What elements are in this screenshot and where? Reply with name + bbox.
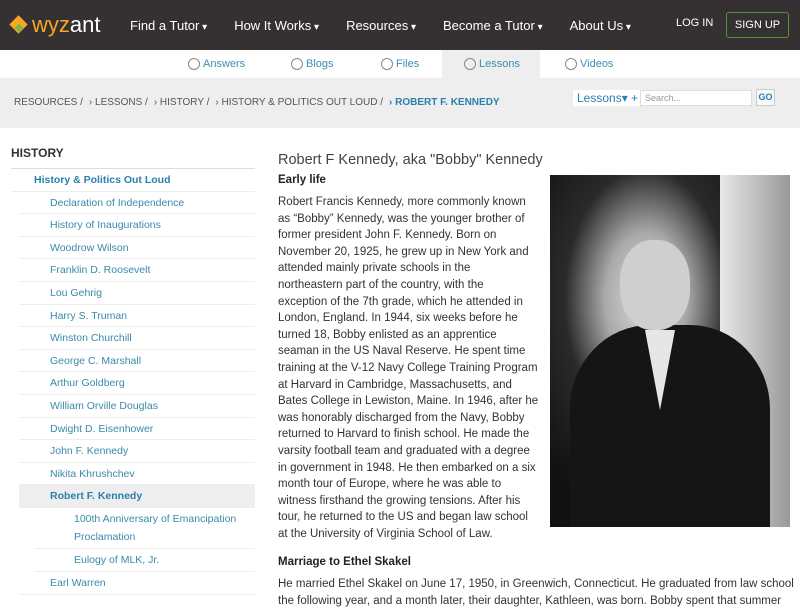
text-line: witness firsthand the growing tensions. After his	[278, 494, 521, 507]
nav-item-about-us[interactable]: About Us ▾	[570, 18, 631, 33]
sidebar-item[interactable]: Franklin D. Roosevelt	[19, 259, 255, 282]
tab-answers[interactable]	[188, 50, 245, 78]
sidebar-item[interactable]: John F. Kennedy	[19, 440, 255, 463]
search-input[interactable]: Search...	[640, 90, 752, 106]
text-line: attended mainly private schools in the	[278, 262, 471, 275]
files-icon	[381, 58, 393, 70]
lessons-icon	[464, 58, 476, 70]
videos-icon	[565, 58, 577, 70]
sidebar-item[interactable]: William Orville Douglas	[19, 395, 255, 418]
answers-icon	[188, 58, 200, 70]
tab-label: Blogs	[306, 58, 334, 70]
sidebar-item[interactable]: Winston Churchill	[19, 327, 255, 350]
tab-files[interactable]	[381, 50, 419, 78]
sidebar-item[interactable]: Arthur Goldberg	[19, 372, 255, 395]
text-line: month tour of Europe, where he was able to	[278, 478, 502, 491]
sidebar-item[interactable]: George C. Marshall	[19, 350, 255, 373]
nav-item-become-a-tutor[interactable]: Become a Tutor ▾	[443, 18, 543, 33]
main-nav	[130, 18, 658, 33]
text-line: was honorably discharged from the Navy, Bobby	[278, 411, 525, 424]
breadcrumb-item[interactable]: › HISTORY & POLITICS OUT LOUD /	[215, 97, 384, 108]
sidebar-subitem[interactable]: Eulogy of MLK, Jr.	[35, 549, 255, 572]
text-line: London, England. In 1944, six weeks before he	[278, 312, 518, 325]
section-heading-early-life: Early life	[278, 174, 326, 186]
tab-label: Answers	[203, 58, 246, 70]
sidebar-title: HISTORY	[11, 146, 255, 169]
sidebar-item[interactable]: Declaration of Independence	[19, 192, 255, 215]
text-line: Robert Francis Kennedy, more commonly known	[278, 196, 526, 208]
sidebar-item[interactable]: Dwight D. Eisenhower	[19, 418, 255, 441]
sidebar-item[interactable]: Woodrow Wilson	[19, 237, 255, 260]
text-line: tour, he returned to the US and began law school	[278, 511, 528, 524]
tab-label: Videos	[580, 58, 614, 70]
sidebar-item-parent[interactable]: History & Politics Out Loud	[11, 169, 255, 192]
breadcrumb-item[interactable]: RESOURCES /	[14, 97, 83, 108]
breadcrumb-item[interactable]: › LESSONS /	[88, 97, 148, 108]
breadcrumb-bar	[0, 78, 800, 128]
login-link[interactable]: LOG IN	[676, 17, 714, 29]
search-go-button[interactable]: GO	[756, 89, 775, 106]
wyzant-logo[interactable]: wyzant	[10, 12, 130, 38]
logo-icon	[10, 16, 28, 34]
sidebar-item[interactable]: History of Inaugurations	[19, 214, 255, 237]
tab-label: Lessons	[479, 58, 520, 70]
blogs-icon	[291, 58, 303, 70]
top-nav-bar	[0, 0, 800, 50]
text-line: varsity football team and graduated with a degree	[278, 444, 530, 457]
sidebar-item[interactable]: Earl Warren	[19, 572, 255, 595]
text-line: in government in 1948. He then embarked on a six	[278, 461, 536, 474]
nav-item-resources[interactable]: Resources ▾	[346, 18, 416, 33]
tab-blogs[interactable]	[291, 50, 334, 78]
sidebar	[11, 146, 255, 595]
breadcrumb-item[interactable]: › HISTORY /	[153, 97, 210, 108]
text-line: He married Ethel Skakel on June 17, 1950, in Greenwich, Connecticut. He graduated from law school	[278, 578, 794, 591]
article-title: Robert F Kennedy, aka "Bobby" Kennedy	[278, 152, 543, 168]
text-line: at Harvard in Cambridge, Massachusetts, and	[278, 378, 512, 391]
text-line: as “Bobby” Kennedy, was the younger brother of	[278, 212, 525, 225]
text-line: Bates College in Lewiston, Maine. In 1946, after he	[278, 395, 539, 408]
section-heading-marriage: Marriage to Ethel Skakel	[278, 556, 411, 569]
text-line: exception of the 7th grade, which he attended in	[278, 295, 523, 308]
breadcrumb-item: › ROBERT F. KENNEDY	[389, 97, 500, 108]
sidebar-item[interactable]: Nikita Khrushchev	[19, 463, 255, 486]
tab-lessons[interactable]	[442, 50, 540, 78]
marriage-text	[278, 576, 800, 609]
text-line: former president John F. Kennedy. Born on	[278, 229, 497, 242]
sidebar-item[interactable]: Lou Gehrig	[19, 282, 255, 305]
text-line: seaman in the US Naval Reserve. He spent time	[278, 345, 526, 358]
tab-label: Files	[396, 58, 420, 70]
search-scope-select[interactable]: Lessons▾ +	[573, 90, 642, 106]
tab-videos[interactable]	[565, 50, 613, 78]
nav-item-how-it-works[interactable]: How It Works ▾	[234, 18, 319, 33]
resources-subnav	[0, 50, 800, 78]
text-line: turned 18, Bobby enlisted as an apprentice	[278, 328, 497, 341]
text-line: northeastern part of the country, with the	[278, 278, 484, 291]
kennedy-photo	[550, 175, 790, 527]
text-line: the following year, and a month later, their daughter, Kathleen, was born. Bobby spent that summer	[278, 595, 782, 608]
sidebar-item[interactable]: Harry S. Truman	[19, 305, 255, 328]
sidebar-subitem[interactable]: 100th Anniversary of Emancipation Proclamation	[35, 508, 255, 549]
sidebar-item[interactable]: Robert F. Kennedy	[19, 485, 255, 508]
signup-button[interactable]: SIGN UP	[726, 12, 789, 38]
breadcrumb	[14, 97, 506, 108]
nav-item-find-a-tutor[interactable]: Find a Tutor ▾	[130, 18, 207, 33]
text-line: November 20, 1925, he grew up in New York and	[278, 245, 529, 258]
text-line: training at the V-12 Navy College Training Program	[278, 361, 538, 374]
text-line: at the University of Virginia School of Law.	[278, 527, 493, 540]
text-line: returned to Harvard to finish school. He made the	[278, 428, 530, 441]
